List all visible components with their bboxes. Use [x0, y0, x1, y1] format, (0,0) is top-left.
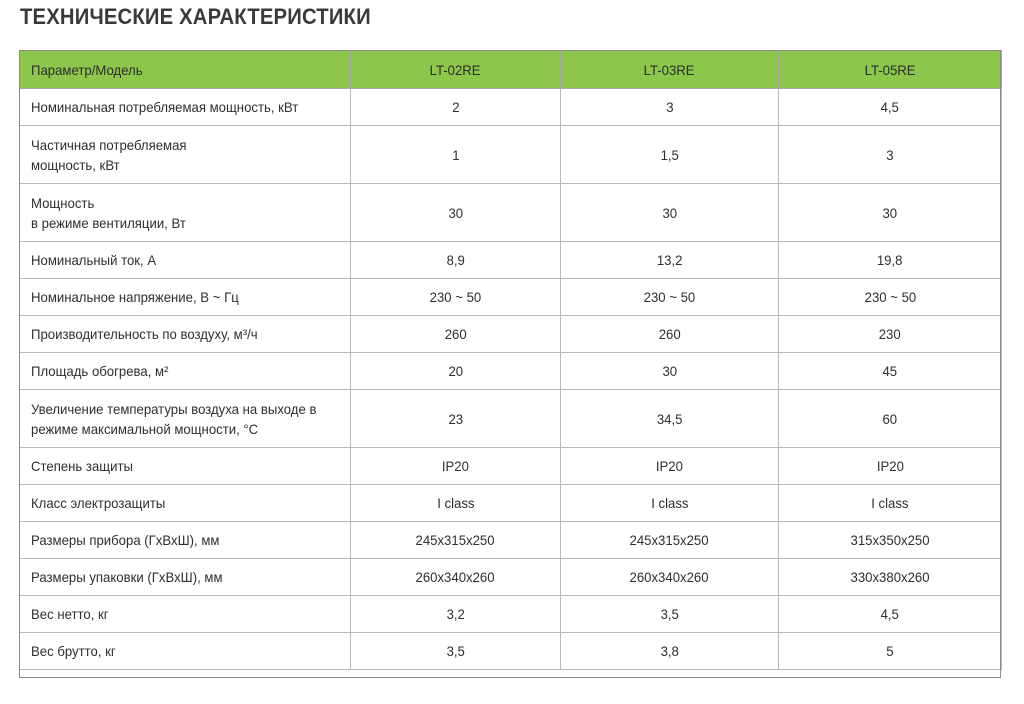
param-cell [20, 353, 351, 390]
param-label-line: мощность, кВт [31, 156, 120, 173]
value-cell-model-2 [561, 633, 779, 670]
param-label-line: Мощность [31, 194, 95, 211]
value-text: 315x350x250 [850, 532, 930, 548]
param-label-line: Вес нетто, кг [31, 606, 109, 622]
value-text: 230 [879, 326, 901, 342]
param-cell [20, 316, 351, 353]
value-text: 3,2 [446, 606, 465, 622]
value-text: 13,2 [656, 252, 683, 268]
value-cell-model-3 [779, 448, 1002, 485]
param-cell [20, 633, 351, 670]
param-cell [20, 485, 351, 522]
table-row [20, 279, 1002, 316]
value-cell-model-2 [561, 89, 779, 126]
value-text: 20 [448, 363, 463, 379]
value-cell-model-3 [779, 485, 1002, 522]
param-label-line: режиме максимальной мощности, °С [31, 420, 259, 437]
table-row [20, 126, 1002, 184]
value-cell-model-3 [779, 316, 1002, 353]
value-text: 45 [882, 363, 898, 379]
header-model-3 [779, 51, 1002, 89]
value-text: 330x380x260 [850, 569, 930, 585]
value-cell-model-3 [779, 126, 1002, 184]
value-text: 245x315x250 [629, 532, 710, 548]
value-text: 4,5 [880, 99, 900, 115]
value-cell-model-1 [351, 522, 561, 559]
value-cell-model-2 [561, 279, 779, 316]
value-cell-model-3 [779, 596, 1002, 633]
value-cell-model-2 [561, 184, 779, 242]
value-cell-model-3 [779, 633, 1002, 670]
value-cell-model-2 [561, 522, 779, 559]
value-cell-model-3 [779, 522, 1002, 559]
param-label-line: Класс электрозащиты [31, 495, 166, 511]
param-cell [20, 126, 351, 184]
value-text: 260x340x260 [629, 569, 710, 585]
value-text: 5 [886, 643, 894, 659]
value-cell-model-1 [351, 89, 561, 126]
value-text: 230 ~ 50 [429, 289, 482, 305]
param-cell [20, 559, 351, 596]
table-row [20, 448, 1002, 485]
table-row [20, 242, 1002, 279]
table-row [20, 633, 1002, 670]
param-label-line: Номинальное напряжение, В ~ Гц [31, 289, 239, 305]
value-text: 245x315x250 [415, 532, 496, 548]
value-text: 30 [882, 204, 898, 221]
value-cell-model-3 [779, 242, 1002, 279]
value-cell-model-1 [351, 633, 561, 670]
value-cell-model-1 [351, 184, 561, 242]
value-cell-model-2 [561, 448, 779, 485]
table-row [20, 522, 1002, 559]
value-text: 230 ~ 50 [643, 289, 696, 305]
header-model-2 [561, 51, 779, 89]
value-text: 3,5 [660, 606, 679, 622]
value-cell-model-1 [351, 390, 561, 448]
header-model-label: LT-03RE [644, 61, 695, 78]
value-cell-model-2 [561, 390, 779, 448]
value-text: 30 [662, 363, 677, 379]
param-label-line: Размеры прибора (ГхВхШ), мм [31, 532, 220, 548]
value-text: 23 [448, 410, 463, 427]
value-text: 1 [451, 146, 460, 163]
table-row [20, 390, 1002, 448]
value-cell-model-3 [779, 279, 1002, 316]
table-row [20, 353, 1002, 390]
value-text: IP20 [876, 458, 904, 474]
table-row [20, 184, 1002, 242]
param-label-line: Частичная потребляемая [31, 136, 187, 153]
value-cell-model-2 [561, 596, 779, 633]
param-cell [20, 596, 351, 633]
value-cell-model-1 [351, 485, 561, 522]
value-text: 3,8 [660, 643, 679, 659]
value-text: IP20 [441, 458, 470, 474]
value-text: 30 [448, 204, 463, 221]
value-cell-model-1 [351, 279, 561, 316]
header-model-label: LT-02RE [430, 61, 481, 78]
value-text: 3,5 [446, 643, 465, 659]
param-cell [20, 522, 351, 559]
value-cell-model-2 [561, 126, 779, 184]
value-text: 260 [444, 326, 467, 342]
spec-table [19, 50, 1002, 670]
param-label-line: Номинальная потребляемая мощность, кВт [31, 99, 299, 115]
table-header [20, 51, 1002, 89]
value-cell-model-2 [561, 353, 779, 390]
table-row [20, 316, 1002, 353]
param-cell [20, 184, 351, 242]
table-row [20, 485, 1002, 522]
value-cell-model-3 [779, 559, 1002, 596]
param-label-line: Увеличение температуры воздуха на выходе в [31, 400, 317, 417]
value-text: 230 ~ 50 [864, 289, 916, 305]
value-cell-model-1 [351, 559, 561, 596]
value-cell-model-1 [351, 596, 561, 633]
table-row [20, 559, 1002, 596]
value-text: 19,8 [877, 252, 903, 268]
value-text: IP20 [655, 458, 684, 474]
param-cell [20, 448, 351, 485]
param-label-line: Степень защиты [31, 458, 133, 474]
param-cell [20, 390, 351, 448]
header-param-label: Параметр/Модель [31, 61, 143, 78]
value-text: 30 [662, 204, 677, 221]
value-cell-model-1 [351, 353, 561, 390]
value-text: 260 [658, 326, 681, 342]
value-text: 2 [451, 99, 460, 115]
param-label-line: в режиме вентиляции, Вт [31, 214, 186, 231]
param-label-line: Размеры упаковки (ГхВхШ), мм [31, 569, 223, 585]
value-cell-model-2 [561, 242, 779, 279]
value-cell-model-3 [779, 390, 1002, 448]
value-text: 3 [886, 146, 894, 163]
value-cell-model-2 [561, 316, 779, 353]
value-text: 1,5 [660, 146, 679, 163]
value-text: 60 [882, 410, 898, 427]
page-title: ТЕХНИЧЕСКИЕ ХАРАКТЕРИСТИКИ [20, 4, 371, 29]
value-text: 8,9 [446, 252, 465, 268]
header-param [20, 51, 351, 89]
value-cell-model-3 [779, 184, 1002, 242]
value-text: 3 [665, 99, 674, 115]
value-cell-model-3 [779, 89, 1002, 126]
value-cell-model-1 [351, 242, 561, 279]
header-model-1 [351, 51, 561, 89]
value-text: 260x340x260 [415, 569, 496, 585]
value-cell-model-2 [561, 559, 779, 596]
value-cell-model-1 [351, 126, 561, 184]
param-label-line: Площадь обогрева, м² [31, 363, 169, 379]
param-cell [20, 89, 351, 126]
value-text: I class [871, 495, 909, 511]
table-row [20, 596, 1002, 633]
value-cell-model-1 [351, 448, 561, 485]
value-text: I class [436, 495, 475, 511]
value-text: I class [650, 495, 689, 511]
value-cell-model-3 [779, 353, 1002, 390]
param-label-line: Производительность по воздуху, м³/ч [31, 326, 258, 342]
param-label-line: Номинальный ток, А [31, 252, 157, 268]
header-row [20, 51, 1002, 89]
param-cell [20, 279, 351, 316]
value-cell-model-1 [351, 316, 561, 353]
header-model-label: LT-05RE [864, 61, 916, 78]
value-cell-model-2 [561, 485, 779, 522]
table-row [20, 89, 1002, 126]
value-text: 4,5 [880, 606, 900, 622]
value-text: 34,5 [656, 410, 683, 427]
table-body [20, 89, 1002, 670]
param-cell [20, 242, 351, 279]
param-label-line: Вес брутто, кг [31, 643, 116, 659]
